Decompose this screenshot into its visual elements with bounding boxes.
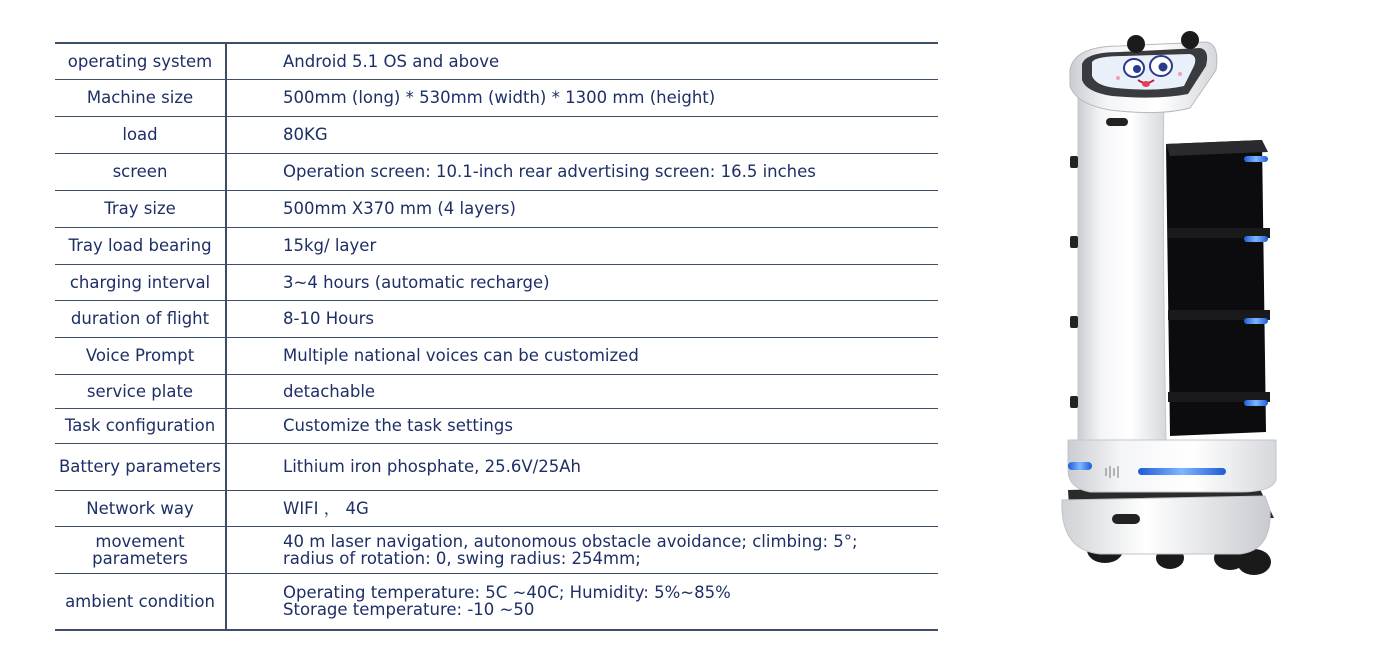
- spec-row-tray-load-bearing: [55, 227, 938, 264]
- base-handle: [1112, 514, 1140, 524]
- spec-label: Battery parameters: [55, 443, 226, 490]
- spec-label: charging interval: [55, 264, 226, 300]
- ear-right: [1181, 31, 1199, 49]
- spec-row-battery-parameters: [55, 443, 938, 490]
- spec-value: Operating temperature: 5C ~40C; Humidity: 5%~85% Storage temperature: -10 ~50: [226, 573, 938, 630]
- ear-left: [1127, 35, 1145, 53]
- spec-row-network-way: [55, 490, 938, 526]
- spec-label: Tray size: [55, 190, 226, 227]
- spec-row-load: [55, 116, 938, 153]
- spec-label: Task configuration: [55, 408, 226, 443]
- spec-value: 40 m laser navigation, autonomous obstacle avoidance; climbing: 5°; radius of rotation: 0, swing radius: 254mm;: [226, 526, 938, 573]
- spec-label: Tray load bearing: [55, 227, 226, 264]
- spec-row-movement-parameters: [55, 526, 938, 573]
- spec-row-tray-size: [55, 190, 938, 227]
- spec-label: movement parameters: [55, 526, 226, 573]
- light-strip-left: [1068, 462, 1092, 470]
- spec-row-charging-interval: [55, 264, 938, 300]
- spec-label: load: [55, 116, 226, 153]
- spec-row-ambient-condition: [55, 573, 938, 630]
- spec-label: ambient condition: [55, 573, 226, 630]
- service-robot-image: [1040, 30, 1290, 590]
- spec-label: Network way: [55, 490, 226, 526]
- main-column: [1078, 90, 1166, 440]
- spec-label: Machine size: [55, 79, 226, 116]
- spec-value: detachable: [226, 374, 938, 408]
- spec-row-machine-size: [55, 79, 938, 116]
- spec-row-task-configuration: [55, 408, 938, 443]
- spec-label: operating system: [55, 43, 226, 79]
- side-knobs: [1070, 156, 1078, 408]
- spec-value: 500mm X370 mm (4 layers): [226, 190, 938, 227]
- spec-value: 500mm (long) * 530mm (width) * 1300 mm (height): [226, 79, 938, 116]
- spec-row-duration-of-flight: [55, 300, 938, 337]
- spec-label: screen: [55, 153, 226, 190]
- spec-row-voice-prompt: [55, 337, 938, 374]
- spec-value: Multiple national voices can be customized: [226, 337, 938, 374]
- lower-body: [1068, 440, 1276, 492]
- spec-value: 15kg/ layer: [226, 227, 938, 264]
- spec-row-service-plate: [55, 374, 938, 408]
- spec-value: 8-10 Hours: [226, 300, 938, 337]
- spec-label: service plate: [55, 374, 226, 408]
- spec-value: Lithium iron phosphate, 25.6V/25Ah: [226, 443, 938, 490]
- spec-label: duration of flight: [55, 300, 226, 337]
- spec-value: Customize the task settings: [226, 408, 938, 443]
- tray-cabinet: [1166, 140, 1270, 436]
- spec-value: Android 5.1 OS and above: [226, 43, 938, 79]
- spec-value: WIFI ， 4G: [226, 490, 938, 526]
- spec-table: [55, 42, 938, 631]
- spec-value: 3~4 hours (automatic recharge): [226, 264, 938, 300]
- spec-row-screen: [55, 153, 938, 190]
- spec-label: Voice Prompt: [55, 337, 226, 374]
- spec-row-operating-system: [55, 43, 938, 79]
- light-strip-center: [1138, 468, 1226, 475]
- face-screen: [1092, 54, 1195, 90]
- base-pedestal: [1062, 496, 1270, 554]
- spec-value: 80KG: [226, 116, 938, 153]
- column-handle: [1106, 118, 1128, 126]
- spec-value: Operation screen: 10.1-inch rear advertising screen: 16.5 inches: [226, 153, 938, 190]
